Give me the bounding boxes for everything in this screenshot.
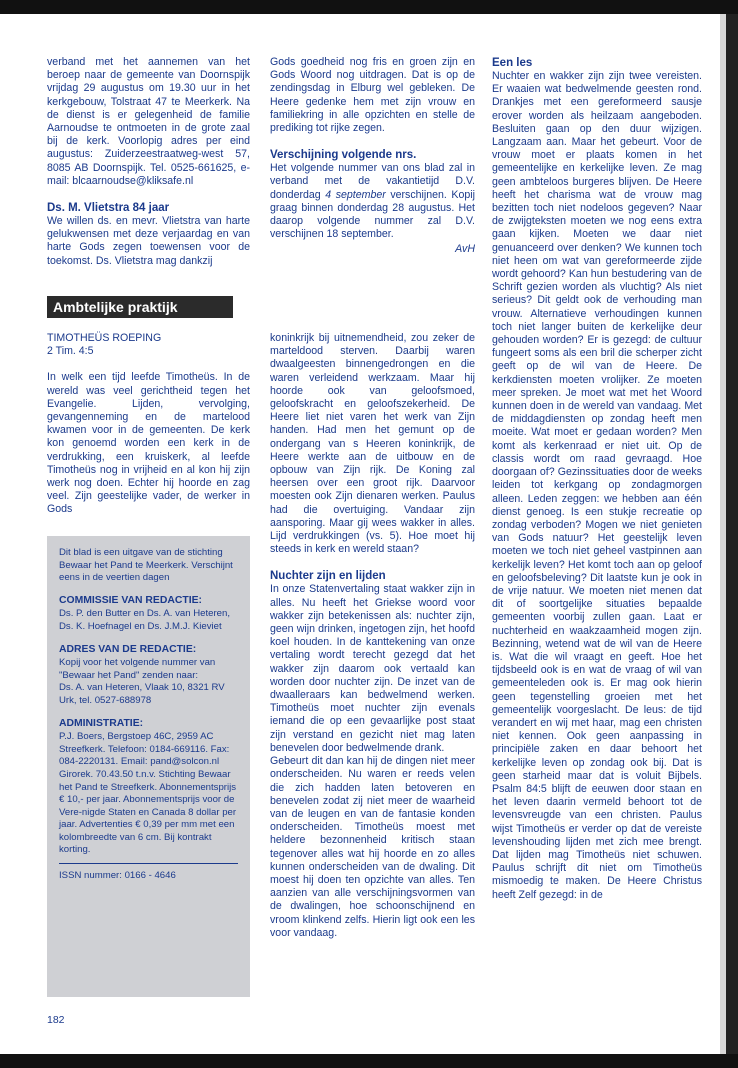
article-paragraph-koninkrijk: koninkrijk bij uitnemendheid, zou zeker de marteldood sterven. Daarbij waren dwaalgeesten binnengedrongen en die waren verleidend werkzaam. Maar hij hoorde ook van geloofsmoed, geloofskracht en geloofszekerheid. De Heere liet niet varen het werk van Zijn handen. Had men het gemunt op de ondergang van s Heeren koninkrijk, de Heere werkte aan de uitbouw en de opbouw van Zijn rijk. De Koning zal heersen over een groot rijk. Daarvoor moesten ook Zijn dienaren werken. Paulus had die overtuiging. Vandaar zijn aansporing. Maar gij wees wakker in alles. Lijd verdrukkingen (vs. 5). Hoe moet hij steeds in kerk en wereld staan? xyxy=(270,332,475,556)
paragraph-vlietstra: We willen ds. en mevr. Vlietstra van harte gelukwensen met deze verjaardag en van harte Gods zegen toewensen voor de toekomst. Ds. Vlietstra mag dankzij xyxy=(47,215,250,267)
heading-nuchter: Nuchter zijn en lijden xyxy=(270,570,386,583)
article-column-3 xyxy=(492,56,702,902)
heading-verschijning: Verschijning volgende nrs. xyxy=(270,149,417,162)
date-emphasis: 4 september xyxy=(325,188,386,201)
article-paragraph-nuchter: In onze Statenvertaling staat wakker zijn in alles. Nu heeft het Griekse woord voor wakker zijn betekenissen als: nuchter zijn, geen wijn drinken, ingetogen zijn, het hoofd koel houden. In de kanttekening van onze vertaling wordt terecht gezegd dat het wakker zijn daarom ook vertaald kan worden door nuchter zijn. De inzet van de dwaalleraars kan bedwelmend werken. Timotheüs moet nuchter zijn evenals iemand die op een gevaarlijke post staat zijn verstand en gezicht niet mag laten benevelen door bedwelmende drank. xyxy=(270,583,475,754)
article-paragraph-een-les: Nuchter en wakker zijn zijn twee vereisten. Er waaien wat bedwelmende geesten rond. Drankjes met een gereformeerd sausje erover worden als heilzaam aangeboden. Besluiten gaan op den duur wijzigen. Langzaam aan. Maar het gebeurt. Voor de vrouw moet er plaats komen in het gemeentelijke en kerkelijke leven. Ze mag geen ambteloos burgeres blijven. De Heere heeft het charisma wat de vrouw mag bezitten toch niet nodeloos gegeven? Naar de zwijgteksten moeten we nog eens extra gaan kijken. Moeten we daar niet genuanceerd over denken? We kunnen toch niet heen om wat van gereformeerde zijde wordt gehoord? Kan hun bestudering van de Schrift gezien worden als vluchtig? Als niet serieus? Dit geldt ook de verhouding man vrouw. Alternatieve verhoudingen kunnen toch niet langer buiten de kerkelijke deur gehouden worden? Er is gezegd: de cultuur fungeert soms als een bril die scherper zicht geeft op de wil van de Heere. De kerkdiensten moeten vrolijker. Ze moeten meer spreken. Je moet wat met het Woord kunnen doen in de wereld van vandaag. Met de middagdiensten op zondag heeft men moeite. Wat moet er gedaan worden? Men komt als kerkenraad er niet uit. Op de classis wordt om raad gevraagd. Hoe doorgaan of? Gezinssituaties door de weeks leiden tot kerkgang op zondagmorgen alleen. Leden zeggen: we hebben aan één dienst genoeg. Is een stukje recreatie op zondag verboden? Mogen we niet genieten van Gods natuur? Het geestelijk leven moeten we toch niet geheel vastpinnen aan kerkelijk leven? Het komt toch aan op geloof en geloofsbeleving? Dit laatste kun je ook in de vrije natuur. We moeten niet menen dat dit of soortgelijke situaties bepaalde gemeenten voorbij zullen gaan. Laat er nuchterheid en waakzaamheid mogen zijn. Bezinning, wetend wat de wil van de Heere is. Wat die wil vraagt en geeft. Hoe het tijdsbeeld ook is en wat de vraag of wil van gemeenteleden ook is. Er mag ook hierin geen tegenstelling groeien met het gemeentelijk voorgeslacht. De leus: de tijd verandert en wij met haar, mag een christen niet kennen. Ook geen aanpassing in principiële zaken en daar behoort het kerkelijke leven op zondag ook bij. Dat is geen starheid maar dat is voluit Bijbels. Psalm 84:5 blijft de eeuwen door staan en het leven daarin vermeld behoort tot de levensvreugde van een christen. Paulus wijst Timotheüs er verder op dat de vereiste levenshouding lijden met zich mee brengt. Dat lijden mag Timotheüs niet schuwen. Paulus schrijft dit niet om Timotheüs mismoedig te maken. De Heere Christus heeft Zelf gezegd: in de xyxy=(492,70,702,901)
scan-right-border xyxy=(726,14,738,1054)
colophon-intro: Dit blad is een uitgave van de stichting Bewaar het Pand te Meerkerk. Verschijnt eens in de veertien dagen xyxy=(59,547,233,584)
colophon-divider xyxy=(59,863,238,864)
column-2-top xyxy=(270,56,475,257)
colophon-box xyxy=(47,536,250,997)
scan-top-border xyxy=(0,0,738,14)
article-kicker: TIMOTHEÜS ROEPING xyxy=(47,332,162,344)
page-number: 182 xyxy=(47,1014,65,1026)
heading-een-les: Een les xyxy=(492,57,533,69)
colophon-redactie: Ds. P. den Butter en Ds. A. van Heteren, Ds. K. Hoefnagel en Ds. J.M.J. Kieviet xyxy=(59,608,231,632)
colophon-adres: Ds. A. van Heteren, Vlaak 10, 8321 RV Urk, tel. 0527-688978 xyxy=(59,682,225,706)
colophon-issn: ISSN nummer: 0166 - 4646 xyxy=(59,870,176,882)
section-header: Ambtelijke praktijk xyxy=(47,296,233,318)
colophon-heading-redactie: COMMISSIE VAN REDACTIE: xyxy=(59,594,202,606)
author-initials: AvH xyxy=(455,243,475,256)
colophon-adres-intro: Kopij voor het volgende nummer van "Bewaar het Pand" zenden naar: xyxy=(59,657,216,681)
colophon-administratie: P.J. Boers, Bergstoep 46C, 2959 AC Streefkerk. Telefoon: 0184-669116. Fax: 084-2220131. Email: pand@solcon.nl Girorek. 70.43.50 t.n.v. Stichting Bewaar het Pand te Streefkerk. Abonnementsprijs € 10,- per jaar. Abonnementsprijs voor de Vere-nigde Staten en Canada 8 dollar per jaar. Advertenties € 0,39 per mm met een kolombreedte van 6 cm. Bij kontrakt korting. xyxy=(59,731,237,856)
article-column-1 xyxy=(47,332,250,517)
colophon-heading-adres: ADRES VAN DE REDACTIE: xyxy=(59,643,197,655)
article-intro: In welk een tijd leefde Timotheüs. In de wereld was veel gerichtheid tegen het Evangelie. Lijden, vervolging, gevangenneming en de martelood kwamen voor in de gemeenten. De kerk kon genoemd worden een kerk in de verdrukking, een kruiskerk, al leefde Timotheüs nog in vrijheid en al kon hij zijn werk nog doen. Echter hij hoorde en zag veel. Zijn geestelijke vader, de werker in Gods xyxy=(47,371,250,516)
column-1-top xyxy=(47,56,250,268)
colophon-heading-administratie: ADMINISTRATIE: xyxy=(59,717,144,729)
article-column-2 xyxy=(270,332,475,940)
paragraph-gods-goedheid: Gods goedheid nog fris en groen zijn en Gods Woord nog uitdragen. Dat is op de zendingsdag in Elburg wel gebleken. De Heere gedenke hem met zijn vrouw en familiekring in alle opzichten en stelle de prediking tot rijke zegen. xyxy=(270,56,475,135)
paragraph-verschijning: Het volgende nummer van ons blad zal in verband met de vakantietijd D.V. donderdag 4 september verschijnen. Kopij graag binnen donderdag 28 augustus. Het daarop volgende nummer zal D.V. verschijnen 18 september. xyxy=(270,162,475,241)
scan-bottom-border xyxy=(0,1054,738,1068)
article-paragraph-gebeurt: Gebeurt dit dan kan hij de dingen niet meer onderscheiden. Nu waren er reeds velen die zich hadden laten betoveren en benevelen zodat zij niet meer de waarheid van de leugen en van de fantasie konden onderscheiden. Timotheüs moest met heldere bezonnenheid kritisch staan tegenover alles wat hij hoorde en zo alles kunnen onderscheiden van de dwaling. Dit moest hij doen ten opzichte van alles. Ten aanzien van alle verschijningsvormen van de dwalingen, hoe schoonschijnend en vroom klinkend zelfs. Hierin ligt ook een les voor vandaag. xyxy=(270,755,475,939)
heading-vlietstra: Ds. M. Vlietstra 84 jaar xyxy=(47,202,170,215)
scripture-reference: 2 Tim. 4:5 xyxy=(47,345,94,358)
paragraph-beroep: verband met het aannemen van het beroep naar de gemeente van Doornspijk vrijdag 29 augustus om 19.30 uur in het kerkgebouw, Tolstraat 47 te Meerkerk. Na de dienst is er gelegenheid de familie Aarnoudse te ontmoeten in de grote zaal bij de kerk. Voorlopig adres per eind augustus: Zuiderzeestraatweg-west 57, 8085 AB Doornspijk. Tel. 0525-661625, e-mail: blcaarnoudse@kliksafe.nl xyxy=(47,56,250,187)
